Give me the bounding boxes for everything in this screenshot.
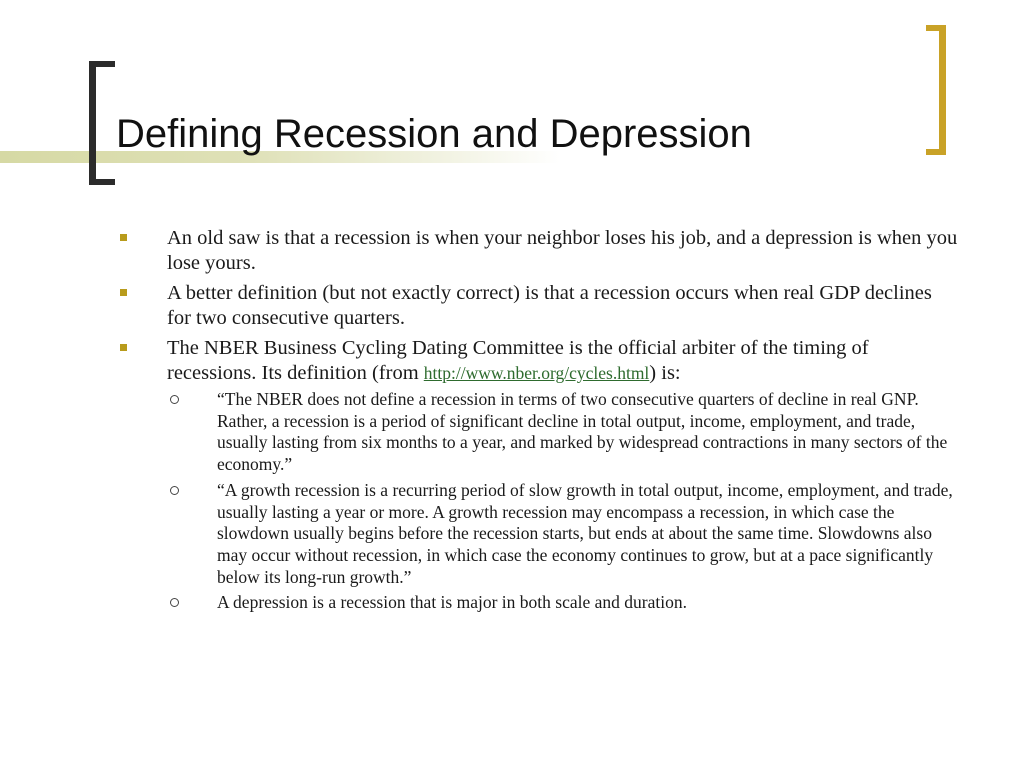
hollow-circle-bullet-icon	[170, 395, 179, 404]
bullet-text: A better definition (but not exactly correct) is that a recession occurs when real GDP declines for two consecutive quarters.	[167, 282, 932, 329]
square-bullet-icon	[120, 344, 127, 351]
sub-bullet-text: “A growth recession is a recurring period of slow growth in total output, income, employment, and trade, usually lasting a year or more. A growth recession may encompass a recession, in which case the slowdown usually begins before the recession starts, but ends at about the same time. Slowdowns also may occur without recession, in which case the economy continues to grow, but at a pace significantly below its long-run growth.”	[217, 479, 953, 587]
sub-bullet-item	[110, 389, 960, 476]
sub-bullet-item	[110, 592, 960, 614]
square-bullet-icon	[120, 234, 127, 241]
bullet-text: The NBER Business Cycling Dating Committee is the official arbiter of the timing of recessions. Its definition (from	[167, 337, 869, 384]
right-bracket-decoration	[926, 25, 946, 155]
bullet-text-suffix: ) is:	[649, 362, 681, 384]
slide-title: Defining Recession and Depression	[116, 112, 752, 156]
left-bracket-decoration	[89, 61, 115, 185]
bullet-item	[110, 336, 960, 386]
hollow-circle-bullet-icon	[170, 598, 179, 607]
bullet-item	[110, 281, 960, 331]
hollow-circle-bullet-icon	[170, 486, 179, 495]
sub-bullet-item	[110, 480, 960, 589]
bullet-item	[110, 226, 960, 276]
bullet-text: An old saw is that a recession is when your neighbor loses his job, and a depression is when you lose yours.	[167, 227, 958, 274]
square-bullet-icon	[120, 289, 127, 296]
slide-body	[110, 226, 960, 618]
sub-bullet-text: “The NBER does not define a recession in terms of two consecutive quarters of decline in real GNP. Rather, a recession is a period of significant decline in total output, income, employment, and trade, usually lasting from six months to a year, and marked by widespread contractions in many sectors of the economy.”	[217, 389, 948, 475]
nber-cycles-link[interactable]: http://www.nber.org/cycles.html	[423, 363, 650, 383]
sub-bullet-text: A depression is a recession that is major in both scale and duration.	[217, 592, 687, 613]
